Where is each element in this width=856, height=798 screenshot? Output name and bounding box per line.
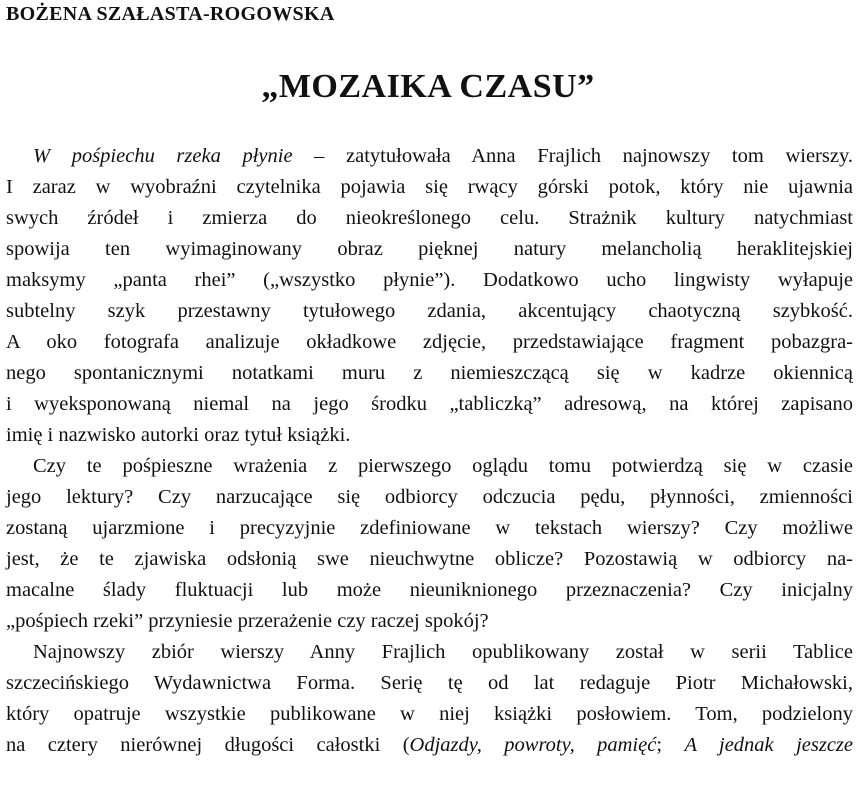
article-title: „MOZAIKA CZASU” <box>261 68 595 105</box>
section-title-italic: A jednak jeszcze <box>684 734 853 756</box>
text-line: który opatruje wszystkie publikowane w niej książki posłowiem. Tom, podzielony <box>6 703 853 725</box>
text-line: nego spontanicznymi notatkami muru z niemieszczącą się w kadrze okiennicą <box>6 362 853 384</box>
text-line: spowija ten wyimaginowany obraz pięknej natury melancholią heraklitejskiej <box>6 238 853 260</box>
text-line: jego lektury? Czy narzucające się odbiorcy odczucia pędu, płynności, zmienności <box>6 486 853 508</box>
text-line: subtelny szyk przestawny tytułowego zdania, akcentujący chaotyczną szybkość. <box>6 300 853 322</box>
article-body <box>6 141 853 761</box>
text-line: na cztery nierównej długości całostki (Odjazdy, powroty, pamięć; A jednak jeszcze <box>6 734 853 756</box>
text-line: „pośpiech rzeki” przyniesie przerażenie czy raczej spokój? <box>6 610 489 632</box>
section-title-italic: Odjazdy, powroty, pamięć <box>409 734 657 756</box>
book-title-italic: W pośpiechu rzeka płynie <box>33 145 293 167</box>
paragraph-1 <box>6 141 853 451</box>
text-line: szczecińskiego Wydawnictwa Forma. Serię tę od lat redaguje Piotr Michałowski, <box>6 672 853 694</box>
text-line: zostaną ujarzmione i precyzyjnie zdefiniowane w tekstach wierszy? Czy możliwe <box>6 517 853 539</box>
paragraph-3 <box>6 637 853 761</box>
text-line: swych źródeł i zmierza do nieokreślonego celu. Strażnik kultury natychmiast <box>6 207 853 229</box>
text-line: Czy te pośpieszne wrażenia z pierwszego oglądu tomu potwierdzą się w czasie <box>33 455 853 477</box>
author-name: BOŻENA SZAŁASTA-ROGOWSKA <box>6 3 335 25</box>
text-line: macalne ślady fluktuacji lub może nieuniknionego przeznaczenia? Czy inicjalny <box>6 579 853 601</box>
text-line: imię i nazwisko autorki oraz tytuł książki. <box>6 424 351 446</box>
text-line: maksymy „panta rhei” („wszystko płynie”). Dodatkowo ucho lingwisty wyłapuje <box>6 269 853 291</box>
text-line: jest, że te zjawiska odsłonią swe nieuchwytne oblicze? Pozostawią w odbiorcy na- <box>6 548 853 570</box>
text-line: Najnowszy zbiór wierszy Anny Frajlich opublikowany został w serii Tablice <box>33 641 853 663</box>
text-line: A oko fotografa analizuje okładkowe zdjęcie, przedstawiające fragment pobazgra- <box>6 331 853 353</box>
paragraph-2 <box>6 451 853 637</box>
text-line: I zaraz w wyobraźni czytelnika pojawia się rwący górski potok, który nie ujawnia <box>6 176 853 198</box>
text-line: W pośpiechu rzeka płynie – zatytułowała Anna Frajlich najnowszy tom wierszy. <box>33 145 853 167</box>
text-line: i wyeksponowaną niemal na jego środku „tabliczką” adresową, na której zapisano <box>6 393 853 415</box>
